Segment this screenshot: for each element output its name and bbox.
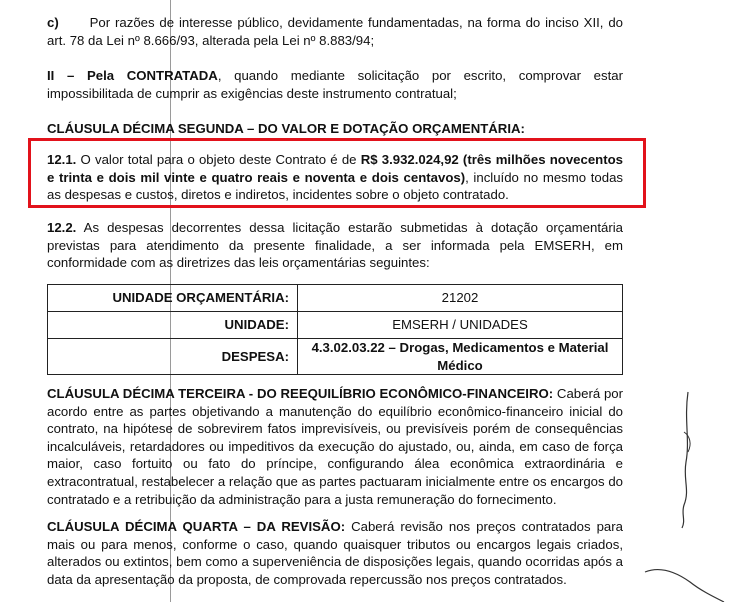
item-c-text: Por razões de interesse público, devidamente fundamentadas, na forma do inciso XII, do art. 78 da Lei nº 8.666/93, alterada pela Lei nº 8.883/94; bbox=[47, 15, 624, 48]
table-value-cell: EMSERH / UNIDADES bbox=[298, 312, 623, 339]
clause-14-text: Caberá revisão nos preços contratados para mais ou para menos, conforme o caso, quando quaisquer tributos ou encargos legais criados, alterados ou extintos, bem como a superveniência de disposições legais, quando ocorridas após a data da apresentação da proposta, de comprovada repercussão nos preços contratados. bbox=[47, 519, 623, 587]
item-ii-party: CONTRATADA bbox=[126, 68, 218, 83]
item-ii-text: , quando mediante solicitação por escrito, comprovar estar impossibilitada de cumprir as exigências deste instrumento contratual; bbox=[47, 68, 623, 101]
item-c-marker: c) bbox=[47, 15, 59, 30]
clause-13-paragraph bbox=[47, 385, 623, 508]
table-label-cell: DESPESA: bbox=[48, 339, 298, 375]
budget-table bbox=[47, 284, 623, 375]
item-c-paragraph bbox=[47, 14, 623, 49]
clause-14-heading: CLÁUSULA DÉCIMA QUARTA – DA REVISÃO: bbox=[47, 519, 346, 534]
clause-12-1-amount: R$ 3.932.024,92 (três milhões novecentos e trinta e dois mil vinte e quatro reais e noventa e dois centavos) bbox=[47, 152, 623, 185]
clause-12-heading: CLÁUSULA DÉCIMA SEGUNDA – DO VALOR E DOTAÇÃO ORÇAMENTÁRIA: bbox=[47, 121, 525, 136]
clause-13-text: Caberá por acordo entre as partes objetivando a manutenção do equilíbrio econômico-financeiro inicial do contrato, na hipótese de sobrevirem fatos imprevisíveis, ou previsíveis porém de consequências incalculáveis, retardadores ou impeditivos da execução do ajustado, ou, ainda, em caso de força maior, caso fortuito ou fato do príncipe, configurando álea econômica extraordinária e extracontratual, restabelecer a relação que as partes pactuaram inicialmente entre os encargos do contratado e a retribuição da administração para a justa remuneração do fornecimento. bbox=[47, 386, 624, 507]
table-value-cell: 21202 bbox=[298, 285, 623, 312]
clause-12-1-paragraph bbox=[47, 151, 623, 204]
table-label-cell: UNIDADE: bbox=[48, 312, 298, 339]
item-ii-paragraph bbox=[47, 67, 623, 102]
table-label-cell: UNIDADE ORÇAMENTÁRIA: bbox=[48, 285, 298, 312]
clause-14-paragraph bbox=[47, 518, 623, 588]
table-row bbox=[48, 312, 623, 339]
table-value-cell: 4.3.02.03.22 – Drogas, Medicamentos e Material Médico bbox=[298, 339, 623, 375]
signature-stroke-vertical bbox=[682, 392, 688, 528]
item-ii-prefix: II – Pela bbox=[47, 68, 127, 83]
clause-12-2-text: As despesas decorrentes dessa licitação estarão submetidas à dotação orçamentária previstas para atendimento da presente finalidade, a ser informada pela EMSERH, em conformidade com as diretrizes das leis orçamentárias seguintes: bbox=[47, 220, 623, 271]
clause-13-heading: CLÁUSULA DÉCIMA TERCEIRA - DO REEQUILÍBRIO ECONÔMICO-FINANCEIRO: bbox=[47, 386, 554, 401]
table-row bbox=[48, 339, 623, 375]
clause-12-1-number: 12.1. bbox=[47, 152, 77, 167]
clause-12-1-text-b: , incluído no mesmo todas as despesas e custos, diretos e indiretos, incidentes sobre o objeto contratado. bbox=[47, 169, 623, 203]
clause-12-1-text-a: O valor total para o objeto deste Contrato é de bbox=[76, 152, 361, 167]
table-row bbox=[48, 285, 623, 312]
signature-stroke-hook bbox=[684, 432, 690, 452]
signature-stroke-curve bbox=[645, 570, 724, 602]
clause-12-2-number: 12.2. bbox=[47, 220, 77, 235]
clause-12-2-paragraph bbox=[47, 219, 623, 272]
